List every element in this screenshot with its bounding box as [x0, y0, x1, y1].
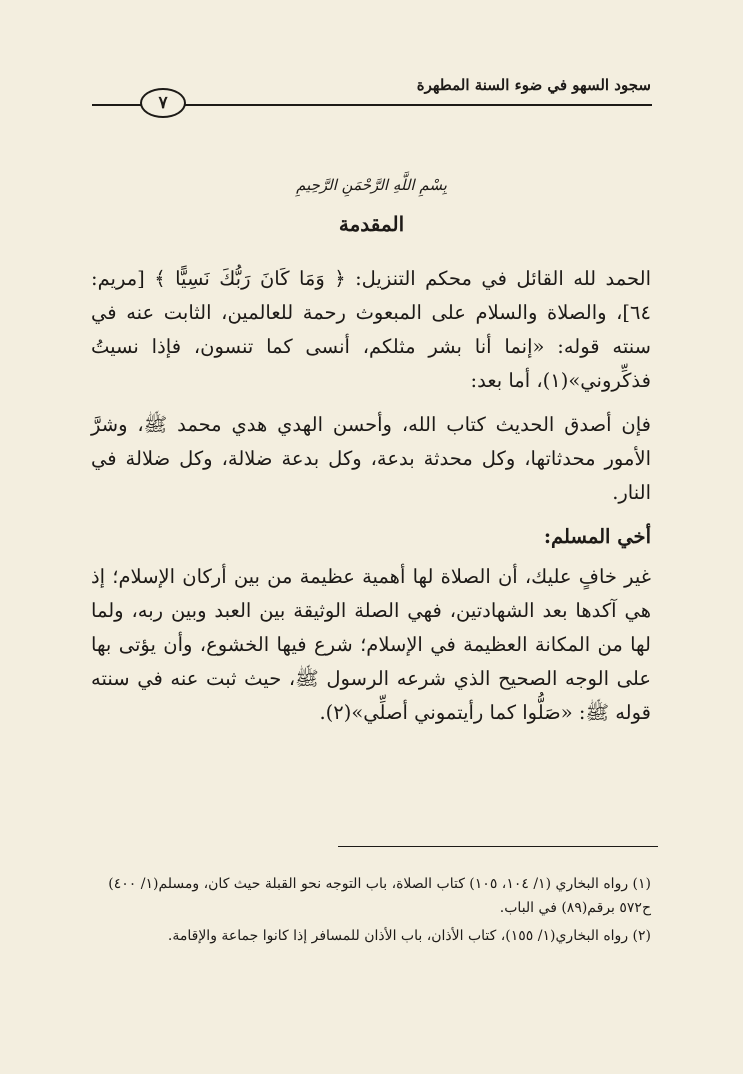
page-number: ٧	[158, 93, 168, 113]
footnotes	[91, 872, 651, 952]
subheading-muslim-brother: أخي المسلم:	[543, 525, 651, 548]
paragraph-hadith: فإن أصدق الحديث كتاب الله، وأحسن الهدي هدي محمد ﷺ، وشرَّ الأمور محدثاتها، وكل محدثة بدعة، وكل بدعة ضلالة، وكل ضلالة في النار.	[91, 413, 651, 504]
paragraph-intro: الحمد لله القائل في محكم التنزيل: ﴿ وَمَا كَانَ رَبُّكَ نَسِيًّا ﴾ [مريم: ٦٤]، والصلاة والسلام على المبعوث رحمة للعالمين، الثابت عنه في سنته قوله: «إنما أنا بشر مثلكم، أنسى كما تنسون، فإذا نسيتُ فذكِّروني»(١)، أما بعد:	[91, 267, 651, 392]
section-title: المقدمة	[338, 212, 405, 236]
footnote-2: (٢) رواه البخاري(١/ ١٥٥)، كتاب الأذان، باب الأذان للمسافر إذا كانوا جماعة والإقامة.	[167, 928, 651, 944]
footnote-divider	[338, 846, 658, 847]
page-number-badge	[140, 88, 186, 118]
basmala: بِسْمِ اللَّهِ الرَّحْمَنِ الرَّحِيمِ	[296, 176, 447, 194]
running-header-title: سجود السهو في ضوء السنة المطهرة	[416, 76, 651, 94]
footnote-1: (١) رواه البخاري (١/ ١٠٤، ١٠٥) كتاب الصلاة، باب التوجه نحو القبلة حيث كان، ومسلم(١/ ٤٠٠) ح٥٧٢ برقم(٨٩) في الباب.	[108, 876, 651, 916]
main-text	[91, 262, 651, 740]
paragraph-prayer: غير خافٍ عليك، أن الصلاة لها أهمية عظيمة من بين أركان الإسلام؛ إذ هي آكدها بعد الشهادتين، فهي الصلة الوثيقة بين العبد وبين ربه، ولما لها من المكانة العظيمة في الإسلام؛ شرع فيها الخشوع، وأن يؤتى بها على الوجه الصحيح الذي شرعه الرسول ﷺ، حيث ثبت عنه في سنته قوله ﷺ: «صَلُّوا كما رأيتموني أصلِّي»(٢).	[91, 565, 651, 724]
